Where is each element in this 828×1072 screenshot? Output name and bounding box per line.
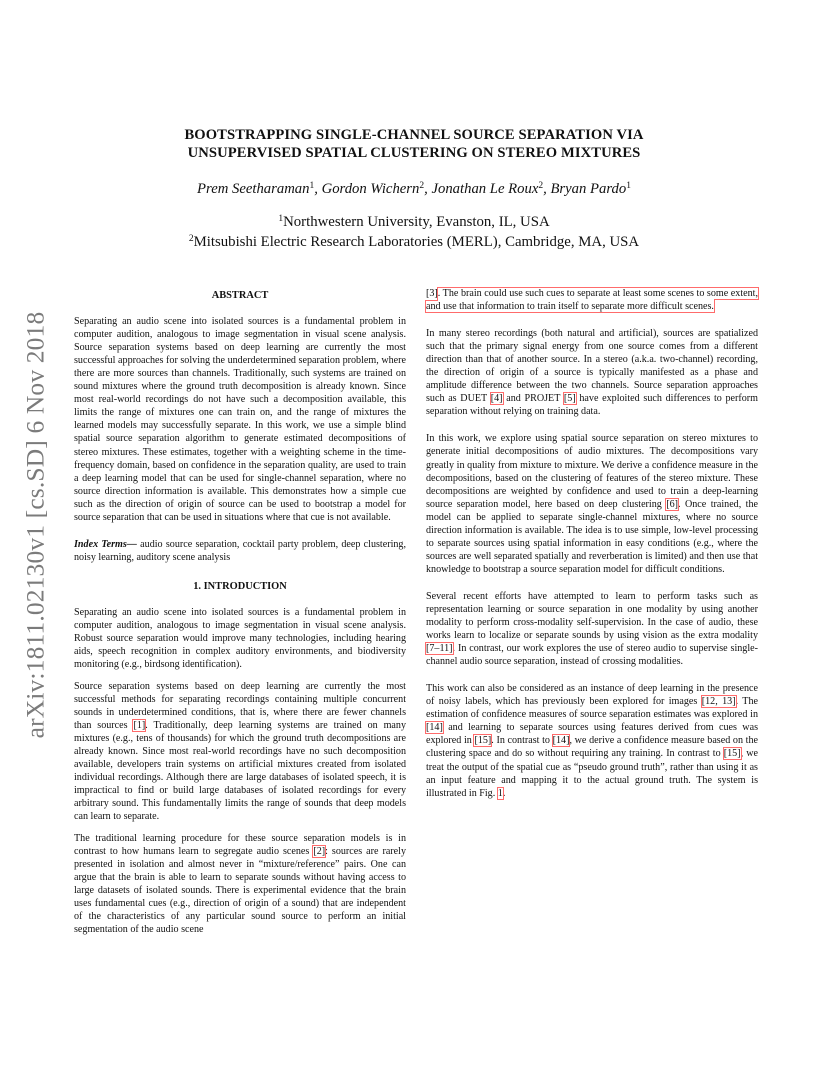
index-terms-text: audio source separation, cocktail party problem, deep clustering, noisy learning, auditory scene analysis	[74, 538, 406, 563]
citation-link[interactable]: [15]	[474, 735, 492, 747]
arxiv-identifier-stamp	[18, 290, 52, 760]
citation-link[interactable]: [15]	[723, 748, 741, 760]
citation-link[interactable]: [1]	[133, 719, 146, 731]
abstract-heading: ABSTRACT	[211, 290, 269, 301]
author: Gordon Wichern$^2$,	[321, 181, 432, 197]
intro-paragraph-2: Source separation systems based on deep learning are currently the most successful methods for separating recordings containing multiple concurrent sounds in underdetermined conditions, that is, where there are fewer channels than sources [1]. Traditionally, deep learning systems are trained on many mixtures (e.g., tens of thousands) for which the ground truth decompositions are already known. Since most real-world recordings have no such decomposition available, developers train systems on artificial mixtures created from isolated individual recordings. Although there are large databases of isolated speech, it is impractical to find or build large databases of isolated recordings for every arbitrary sound. This fundamentally limits the range of sounds that deep models can learn to separate.	[74, 680, 406, 823]
author: Bryan Pardo$^1$	[550, 181, 631, 197]
intro-paragraph-4: In many stereo recordings (both natural and artificial), sources are spatialized such that the primary signal energy from one source comes from a different direction than that of another source. In a stereo (a.k.a. two-channel) recording, the direction of origin of a source is typically manifested as a phase and amplitude difference between the two channels. Source separation approaches such as DUET [4] and PROJET [5] have exploited such differences to perform separation without relying on training data.	[426, 328, 758, 418]
citation-link[interactable]: [5]	[563, 393, 576, 405]
intro-paragraph-7: This work can also be considered as an instance of deep learning in the presence of noisy labels, which has previously been explored for images [12, 13]. The estimation of confidence measures of source separation estimates was explored in [14] and learning to separate sources using features derived from cues was explored in [15]. In contrast to [14], we derive a confidence measure based on the clustering space and do so without requiring any training. In contrast to [15], we treat the output of the spatial cue as “pseudo ground truth”, rather than using it as an input feature and mapping it to the actual ground truth. The system is illustrated in Fig. 1.	[426, 683, 758, 799]
title-line-2: UNSUPERVISED SPATIAL CLUSTERING ON STEREO MIXTURES	[187, 145, 641, 161]
citation-link[interactable]: . The brain could use such cues to separate at least some scenes to some extent, and use that information to train itself to separate more difficult scenes.	[426, 288, 758, 313]
author: Jonathan Le Roux$^2$,	[431, 181, 551, 197]
citation-link[interactable]: [7–11]	[426, 643, 453, 655]
affiliation: $^2$Mitsubishi Electric Research Laboratories (MERL), Cambridge, MA, USA	[188, 234, 640, 250]
intro-paragraph-1: Separating an audio scene into isolated sources is a fundamental problem in computer audition, analogous to image segmentation in visual scene analysis. Robust source separation would improve many technologies, including hearing aids, speech recognition in complex auditory environments, and biodiversity monitoring (e.g., birdsong identification).	[74, 606, 406, 671]
paper-header	[0, 126, 828, 252]
left-column	[74, 287, 406, 936]
introduction-heading: 1. INTRODUCTION	[193, 580, 287, 592]
author-list	[0, 179, 828, 199]
intro-paragraph-3-continued: [3]. The brain could use such cues to separate at least some scenes to some extent, and use that information to train itself to separate more difficult scenes.	[426, 288, 758, 313]
citation-link[interactable]: [6]	[666, 498, 679, 510]
paper-title	[0, 126, 828, 162]
intro-paragraph-6: Several recent efforts have attempted to learn to perform tasks such as representation learning or source separation in one modality by using another modality to perform cross-modality self-supervision. In the case of audio, these works learn to localize or separate sounds by using vision as the extra modality [7–11]. In contrast, our work explores the use of stereo audio to supervise single-channel audio source separation, instead of crossing modalities.	[426, 590, 758, 668]
citation-link[interactable]: [14]	[426, 722, 443, 734]
arxiv-identifier-text: arXiv:1811.02130v1 [cs.SD] 6 Nov 2018	[20, 311, 49, 739]
affiliation: $^1$Northwestern University, Evanston, IL, USA	[278, 214, 550, 230]
author: Prem Seetharaman$^1$,	[197, 181, 322, 197]
citation-link[interactable]: [2]	[313, 845, 326, 857]
citation-link[interactable]: [12, 13]	[701, 696, 736, 708]
citation-link[interactable]: [4]	[490, 393, 503, 405]
affiliation-list	[0, 212, 828, 252]
title-line-1: BOOTSTRAPPING SINGLE-CHANNEL SOURCE SEPARATION VIA	[184, 127, 644, 143]
citation-link[interactable]: [14]	[552, 735, 570, 747]
intro-paragraph-5: In this work, we explore using spatial source separation on stereo mixtures to generate initial decompositions of audio mixtures. The decompositions vary greatly in quality from mixture to mixture. We derive a confidence measure in the decompositions, based on the clustering of features of the stereo mixture. These decompositions are weighted by confidence and used to train a deep-learning source separation model, here based on deep clustering [6]. Once trained, the model can be applied to separate single-channel mixtures, where no source direction information is available. The idea is to use simple, low-level processing to separate sources using spatial information in easy conditions (e.g., where the sources are well separated spatially and reverberation is limited) and then use that knowledge to bootstrap a source separation model for difficult conditions.	[426, 433, 758, 575]
figure-link[interactable]: 1	[497, 787, 503, 799]
intro-paragraph-3: The traditional learning procedure for these source separation models is in contrast to how humans learn to segregate audio scenes [2]: sources are rarely presented in isolation and almost never in “mixture/reference” pairs. One can argue that the brain is able to learn to separate sounds without having access to large datasets of isolated sounds. There is experimental evidence that the brain uses fundamental cues (e.g., direction of origin of a sound) that are independent of the characteristics of any particular sound source to perform an initial segmentation of the audio scene	[74, 832, 406, 936]
abstract-body: Separating an audio scene into isolated sources is a fundamental problem in computer audition, analogous to image segmentation in visual scene analysis. Source separation systems based on deep learning are currently the most successful approaches for solving the underdetermined separation problem, where there are more sources than channels. Traditionally, such systems are trained on sound mixtures where the ground truth decomposition is already known. Since most real-world recordings do not have such a decomposition available, this limits the range of mixtures one can train on, and the range of mixtures the learned models may successfully separate. In this work, we use a simple blind spatial source separation algorithm to generate estimated decompositions of stereo mixtures. These estimates, together with a weighting scheme in the time-frequency domain, based on confidence in the separation quality, are used to train a deep learning model that can be used for single-channel separation, where no source direction information is available. This demonstrates how a simple cue such as the direction of origin of source can be used to bootstrap a model for source separation that can be used in situations where that cue is not available.	[74, 316, 406, 523]
right-column	[426, 287, 758, 800]
index-terms-label: Index Terms—	[74, 538, 137, 550]
index-terms	[74, 538, 406, 564]
